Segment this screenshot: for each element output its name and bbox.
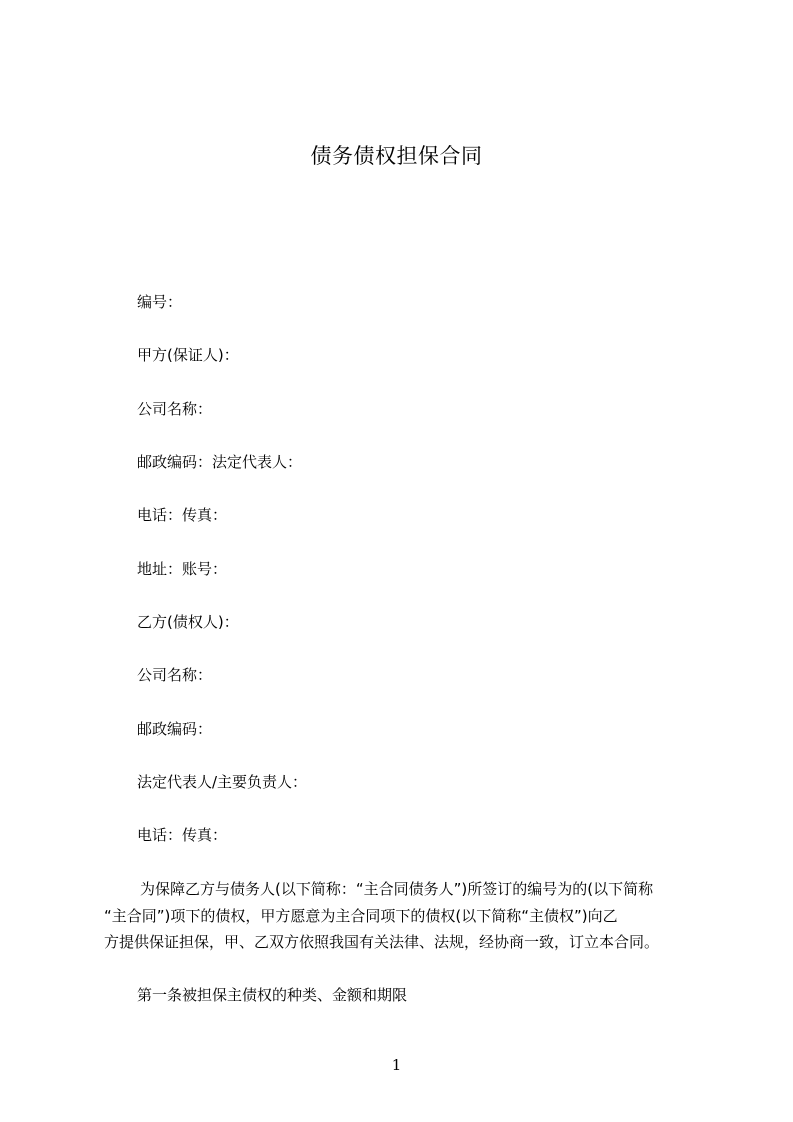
field-party-b-postcode: 邮政编码： bbox=[137, 720, 213, 738]
article-one-heading: 第一条被担保主债权的种类、金额和期限 bbox=[137, 986, 408, 1004]
preamble-line: 方提供保证担保，甲、乙双方依照我国有关法律、法规，经协商一致，订立本合同。 bbox=[104, 933, 660, 951]
field-contract-number: 编号： bbox=[137, 293, 183, 311]
field-party-b-representative: 法定代表人/主要负责人： bbox=[137, 773, 308, 791]
preamble-line: 为保障乙方与债务人(以下简称：“主合同债务人”)所签订的编号为的(以下简称 bbox=[140, 880, 654, 898]
preamble-line: “主合同”)项下的债权，甲方愿意为主合同项下的债权(以下简称“主债权”)向乙 bbox=[104, 906, 618, 925]
field-party-a-company-name: 公司名称： bbox=[137, 400, 213, 418]
page-number: 1 bbox=[391, 1056, 402, 1074]
document-title: 债务债权担保合同 bbox=[310, 144, 483, 168]
field-party-a-postcode-representative: 邮政编码：法定代表人： bbox=[137, 453, 303, 471]
field-party-b-company-name: 公司名称： bbox=[137, 666, 213, 684]
field-party-a-phone-fax: 电话：传真： bbox=[137, 506, 228, 524]
field-party-a: 甲方(保证人)： bbox=[137, 346, 239, 364]
field-party-a-address-account: 地址：账号： bbox=[137, 560, 228, 578]
preamble-paragraph bbox=[104, 876, 704, 956]
field-party-b-phone-fax: 电话：传真： bbox=[137, 826, 228, 844]
field-party-b: 乙方(债权人)： bbox=[137, 613, 239, 631]
